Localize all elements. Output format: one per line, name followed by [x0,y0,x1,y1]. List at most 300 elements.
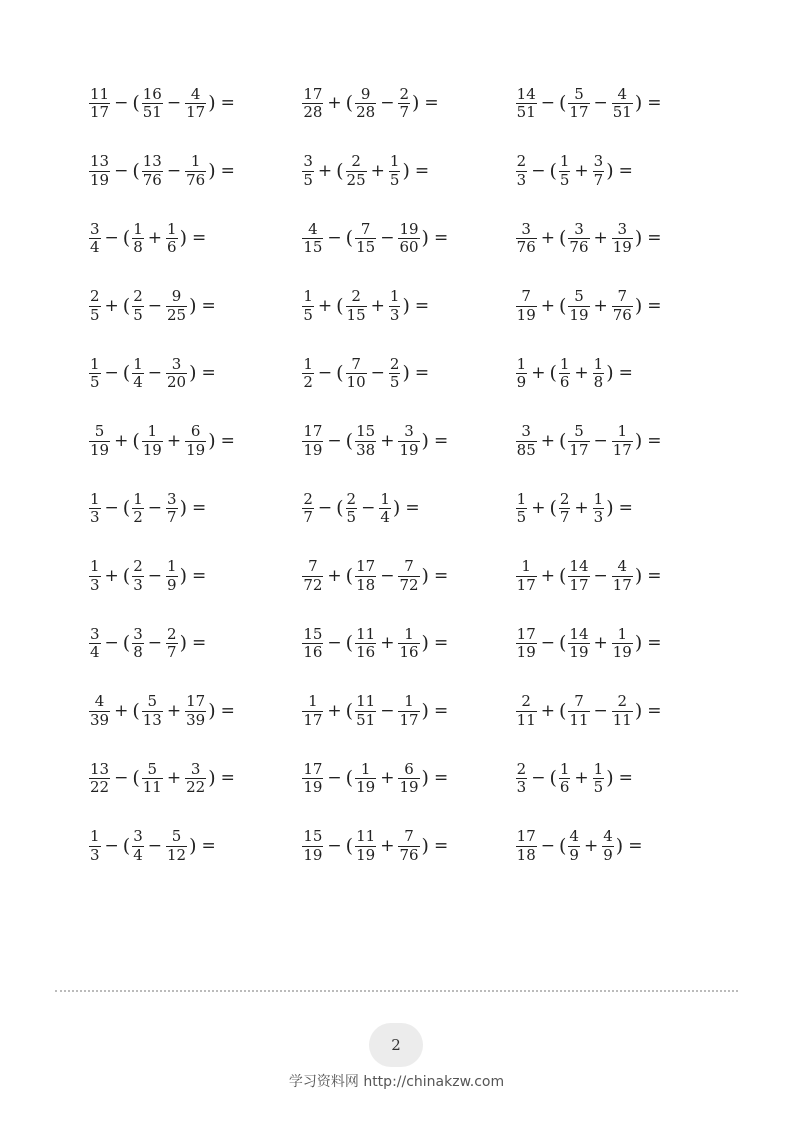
parenthesis: ) [208,767,216,790]
fraction-numerator: 2 [351,287,361,305]
operator: + [583,835,599,856]
parenthesis: ( [122,294,131,317]
operator: + [104,565,119,586]
parenthesis: ( [345,834,354,857]
fraction-denominator: 19 [303,845,323,864]
problem [88,154,301,189]
fraction-numerator: 1 [559,759,570,778]
fraction [166,624,178,662]
equals-sign: = [433,700,449,721]
parenthesis: ) [402,294,410,317]
fraction-numerator: 5 [171,827,182,845]
fraction-numerator: 1 [190,152,201,170]
fraction-denominator: 5 [303,305,313,324]
parenthesis: ( [122,834,131,857]
fraction [302,759,323,797]
parenthesis: ) [606,767,614,790]
fraction-denominator: 22 [90,778,110,797]
fraction [89,489,101,527]
operator: − [370,363,385,384]
parenthesis: ( [345,564,354,587]
fraction-denominator: 16 [303,643,323,662]
fraction-numerator: 2 [617,692,628,710]
fraction-numerator: 2 [90,287,100,305]
fraction-numerator: 1 [521,557,531,575]
operator: + [166,768,182,789]
fraction [355,624,376,662]
fraction [346,289,367,324]
fraction [568,84,589,122]
parenthesis: ( [559,227,567,250]
parenthesis: ( [132,767,140,790]
fraction [559,489,571,527]
fraction-denominator: 28 [303,103,323,122]
fraction-numerator: 1 [617,624,628,643]
parenthesis: ( [336,497,344,520]
fraction-numerator: 1 [516,354,527,373]
fraction-numerator: 3 [574,219,584,238]
fraction-denominator: 20 [167,373,187,392]
fraction [355,559,376,594]
fraction [516,424,537,459]
fraction-numerator: 1 [90,354,100,373]
fraction [568,424,589,459]
operator: − [104,363,119,384]
fraction-numerator: 17 [186,692,206,710]
problem-row [88,408,728,476]
fraction-denominator: 19 [399,440,419,459]
fraction-numerator: 17 [303,84,323,103]
parenthesis: ( [132,92,140,115]
fraction-numerator: 1 [559,152,570,170]
operator: − [114,768,129,789]
operator: − [166,93,182,114]
fraction [516,219,537,257]
fraction-denominator: 72 [399,575,419,594]
fraction-denominator: 9 [167,575,177,594]
fraction [302,559,323,594]
fraction-numerator: 1 [90,557,100,575]
problem [301,624,514,662]
fraction [398,219,419,257]
fraction [516,559,537,594]
fraction-numerator: 1 [303,354,313,373]
problem [301,829,514,864]
problem [301,559,514,594]
fraction-numerator: 3 [90,624,100,643]
operator: + [540,565,555,586]
fraction-numerator: 13 [90,759,110,778]
fraction [559,759,571,797]
operator: − [147,295,163,316]
fraction-denominator: 3 [516,170,527,189]
fraction-denominator: 39 [90,710,110,729]
fraction-numerator: 7 [617,287,628,305]
fraction-numerator: 17 [356,557,376,575]
fraction-denominator: 9 [516,373,527,392]
operator: − [380,700,395,721]
fraction-numerator: 3 [521,219,531,238]
parenthesis: ( [559,92,567,115]
fraction-numerator: 9 [171,287,182,305]
parenthesis: ) [179,632,187,655]
operator: + [540,430,555,451]
equals-sign: = [405,498,420,519]
fraction-denominator: 5 [389,170,400,189]
problem [515,354,728,392]
parenthesis: ) [421,564,429,587]
problem-row [88,475,728,543]
fraction-numerator: 1 [147,422,158,440]
operator: + [327,93,342,114]
fraction-denominator: 4 [90,238,100,257]
fraction-denominator: 17 [569,575,589,594]
parenthesis: ( [132,159,140,182]
fraction-numerator: 2 [516,759,527,778]
fraction-numerator: 5 [147,692,158,710]
problem [301,759,514,797]
equals-sign: = [433,565,449,586]
parenthesis: ( [549,159,557,182]
fraction-denominator: 19 [186,440,206,459]
fraction-denominator: 12 [167,845,187,864]
parenthesis: ) [189,834,197,857]
fraction-denominator: 17 [612,440,632,459]
fraction-denominator: 4 [90,643,100,662]
operator: − [327,768,342,789]
fraction-denominator: 5 [90,305,100,324]
fraction-denominator: 15 [346,305,366,324]
parenthesis: ( [559,699,567,722]
fraction-denominator: 9 [603,845,613,864]
equals-sign: = [618,160,633,181]
parenthesis: ) [634,564,643,587]
fraction-numerator: 1 [303,287,313,305]
fraction [398,624,419,662]
equals-sign: = [618,768,633,789]
parenthesis: ( [549,767,557,790]
fraction [302,624,323,662]
fraction [355,694,376,729]
equals-sign: = [618,498,633,519]
fraction-numerator: 1 [404,624,414,643]
fraction-numerator: 16 [142,84,162,103]
parenthesis: ) [421,632,429,655]
fraction [593,354,605,392]
fraction [89,829,101,864]
operator: + [540,228,555,249]
fraction-denominator: 8 [593,373,604,392]
fraction [89,154,110,189]
operator: − [540,835,555,856]
operator: + [574,363,589,384]
fraction-denominator: 17 [399,710,419,729]
fraction-denominator: 17 [569,440,589,459]
fraction [612,219,633,257]
fraction-denominator: 3 [516,778,527,797]
fraction [142,759,163,797]
operator: + [593,633,608,654]
parenthesis: ) [606,497,614,520]
operator: − [114,93,129,114]
parenthesis: ) [421,834,429,857]
fraction-denominator: 17 [516,575,536,594]
fraction-denominator: 60 [399,238,419,257]
parenthesis: ) [615,834,624,857]
fraction-denominator: 2 [133,508,143,527]
equals-sign: = [201,363,216,384]
operator: − [327,633,342,654]
operator: + [531,498,546,519]
parenthesis: ( [132,699,140,722]
fraction-numerator: 1 [133,219,143,238]
problem [515,424,728,459]
fraction-numerator: 1 [90,827,100,845]
parenthesis: ) [634,227,643,250]
equals-sign: = [220,160,235,181]
fraction-denominator: 28 [356,103,376,122]
fraction [559,154,571,189]
operator: + [540,295,555,316]
fraction-numerator: 3 [593,152,604,170]
operator: − [361,498,376,519]
parenthesis: ( [345,767,354,790]
parenthesis: ( [336,294,344,317]
fraction [142,154,163,189]
fraction-denominator: 11 [612,710,632,729]
problem [88,694,301,729]
fraction-denominator: 19 [303,440,323,459]
fraction [516,694,537,729]
fraction-numerator: 2 [167,624,177,643]
fraction [355,424,376,459]
fraction-numerator: 1 [559,354,570,373]
fraction-denominator: 7 [167,643,177,662]
fraction [568,829,580,864]
fraction [398,694,419,729]
fraction-denominator: 76 [399,845,419,864]
parenthesis: ) [179,564,187,587]
parenthesis: ) [189,362,197,385]
problem [88,624,301,662]
equals-sign: = [433,768,449,789]
problem [88,424,301,459]
fraction [132,354,144,392]
fraction-denominator: 17 [303,710,323,729]
parenthesis: ) [634,92,643,115]
parenthesis: ) [411,92,420,115]
problem [515,219,728,257]
problem [88,559,301,594]
fraction [516,84,537,122]
fraction-numerator: 11 [356,827,376,845]
fraction-numerator: 1 [133,354,143,373]
fraction [89,354,101,392]
problem-row [88,745,728,813]
fraction-denominator: 5 [516,508,527,527]
operator: + [380,633,395,654]
fraction-numerator: 2 [133,287,143,305]
fraction [302,489,314,527]
operator: − [531,768,546,789]
fraction [89,219,101,257]
fraction [185,154,206,189]
fraction-denominator: 19 [90,170,110,189]
problem [515,759,728,797]
parenthesis: ) [634,429,643,452]
fraction-denominator: 19 [142,440,162,459]
fraction [185,424,206,459]
fraction-numerator: 7 [404,557,414,575]
fraction [166,219,178,257]
problem [88,354,301,392]
fraction-denominator: 19 [303,778,323,797]
fraction-numerator: 14 [516,84,536,103]
fraction-denominator: 5 [90,373,100,392]
fraction [302,354,314,392]
problem [515,694,728,729]
operator: − [104,835,119,856]
fraction [142,694,163,729]
fraction [89,559,101,594]
fraction-numerator: 3 [133,624,143,643]
equals-sign: = [201,295,216,316]
parenthesis: ( [559,294,567,317]
fraction-denominator: 25 [346,170,366,189]
problem [515,84,728,122]
fraction [89,84,110,122]
operator: + [593,228,608,249]
fraction [132,489,144,527]
fraction-numerator: 4 [94,692,105,710]
fraction [89,424,110,459]
fraction [593,154,605,189]
equals-sign: = [628,835,643,856]
operator: − [104,228,119,249]
fraction [568,559,589,594]
fraction-denominator: 11 [516,710,536,729]
fraction-denominator: 51 [356,710,376,729]
parenthesis: ) [421,699,429,722]
problem [515,289,728,324]
fraction [568,219,589,257]
fraction [516,829,537,864]
fraction-denominator: 19 [516,305,536,324]
problem-row [88,70,728,138]
fraction-denominator: 3 [389,305,400,324]
fraction-numerator: 1 [593,354,604,373]
fraction-numerator: 1 [167,557,177,575]
fraction-denominator: 7 [399,103,409,122]
fraction [142,84,163,122]
problem [515,489,728,527]
equals-sign: = [414,295,430,316]
equals-sign: = [647,700,662,721]
equals-sign: = [220,700,235,721]
operator: + [327,700,342,721]
operator: + [370,295,385,316]
operator: + [114,700,129,721]
operator: − [327,228,342,249]
fraction [132,219,144,257]
parenthesis: ( [122,227,131,250]
fraction [516,354,528,392]
operator: − [147,363,163,384]
fraction-numerator: 14 [569,557,589,575]
fraction-numerator: 2 [516,152,527,170]
fraction-denominator: 76 [516,238,536,257]
parenthesis: ) [421,429,429,452]
problem [88,84,301,122]
operator: + [593,295,608,316]
fraction [302,424,323,459]
equals-sign: = [618,363,633,384]
fraction-numerator: 4 [603,827,613,845]
fraction-denominator: 19 [516,643,536,662]
fraction-numerator: 5 [574,287,584,305]
operator: − [104,498,119,519]
fraction-denominator: 22 [186,778,206,797]
fraction-numerator: 1 [617,422,628,440]
fraction [185,84,206,122]
equals-sign: = [433,430,449,451]
fraction-denominator: 4 [133,845,143,864]
fraction-numerator: 11 [90,84,110,103]
fraction-denominator: 38 [356,440,376,459]
fraction-numerator: 1 [133,489,143,508]
fraction-numerator: 2 [346,489,357,508]
problem-row [88,543,728,611]
fraction [516,289,537,324]
fraction [516,624,537,662]
operator: − [317,363,333,384]
page-number: 2 [369,1023,423,1067]
operator: − [593,565,608,586]
operator: − [114,160,129,181]
parenthesis: ) [208,699,216,722]
fraction [89,289,101,324]
fraction-numerator: 4 [190,84,201,103]
parenthesis: ) [634,294,643,317]
fraction-numerator: 1 [389,152,400,170]
operator: − [317,498,333,519]
problem [515,559,728,594]
fraction-denominator: 17 [90,103,110,122]
parenthesis: ) [402,159,410,182]
fraction [389,354,401,392]
fraction-numerator: 4 [569,827,579,845]
fraction-denominator: 25 [167,305,187,324]
fraction [355,829,376,864]
fraction-denominator: 11 [569,710,589,729]
fraction [612,424,633,459]
equals-sign: = [433,835,449,856]
fraction-denominator: 39 [186,710,206,729]
fraction [166,829,187,864]
operator: − [327,430,342,451]
fraction [302,694,323,729]
fraction [142,424,163,459]
fraction-denominator: 17 [186,103,206,122]
fraction-numerator: 15 [303,624,323,643]
operator: − [166,160,182,181]
fraction [398,559,419,594]
operator: + [574,160,589,181]
operator: − [540,93,555,114]
fraction [166,354,187,392]
fraction-denominator: 19 [569,643,589,662]
fraction [302,289,314,324]
